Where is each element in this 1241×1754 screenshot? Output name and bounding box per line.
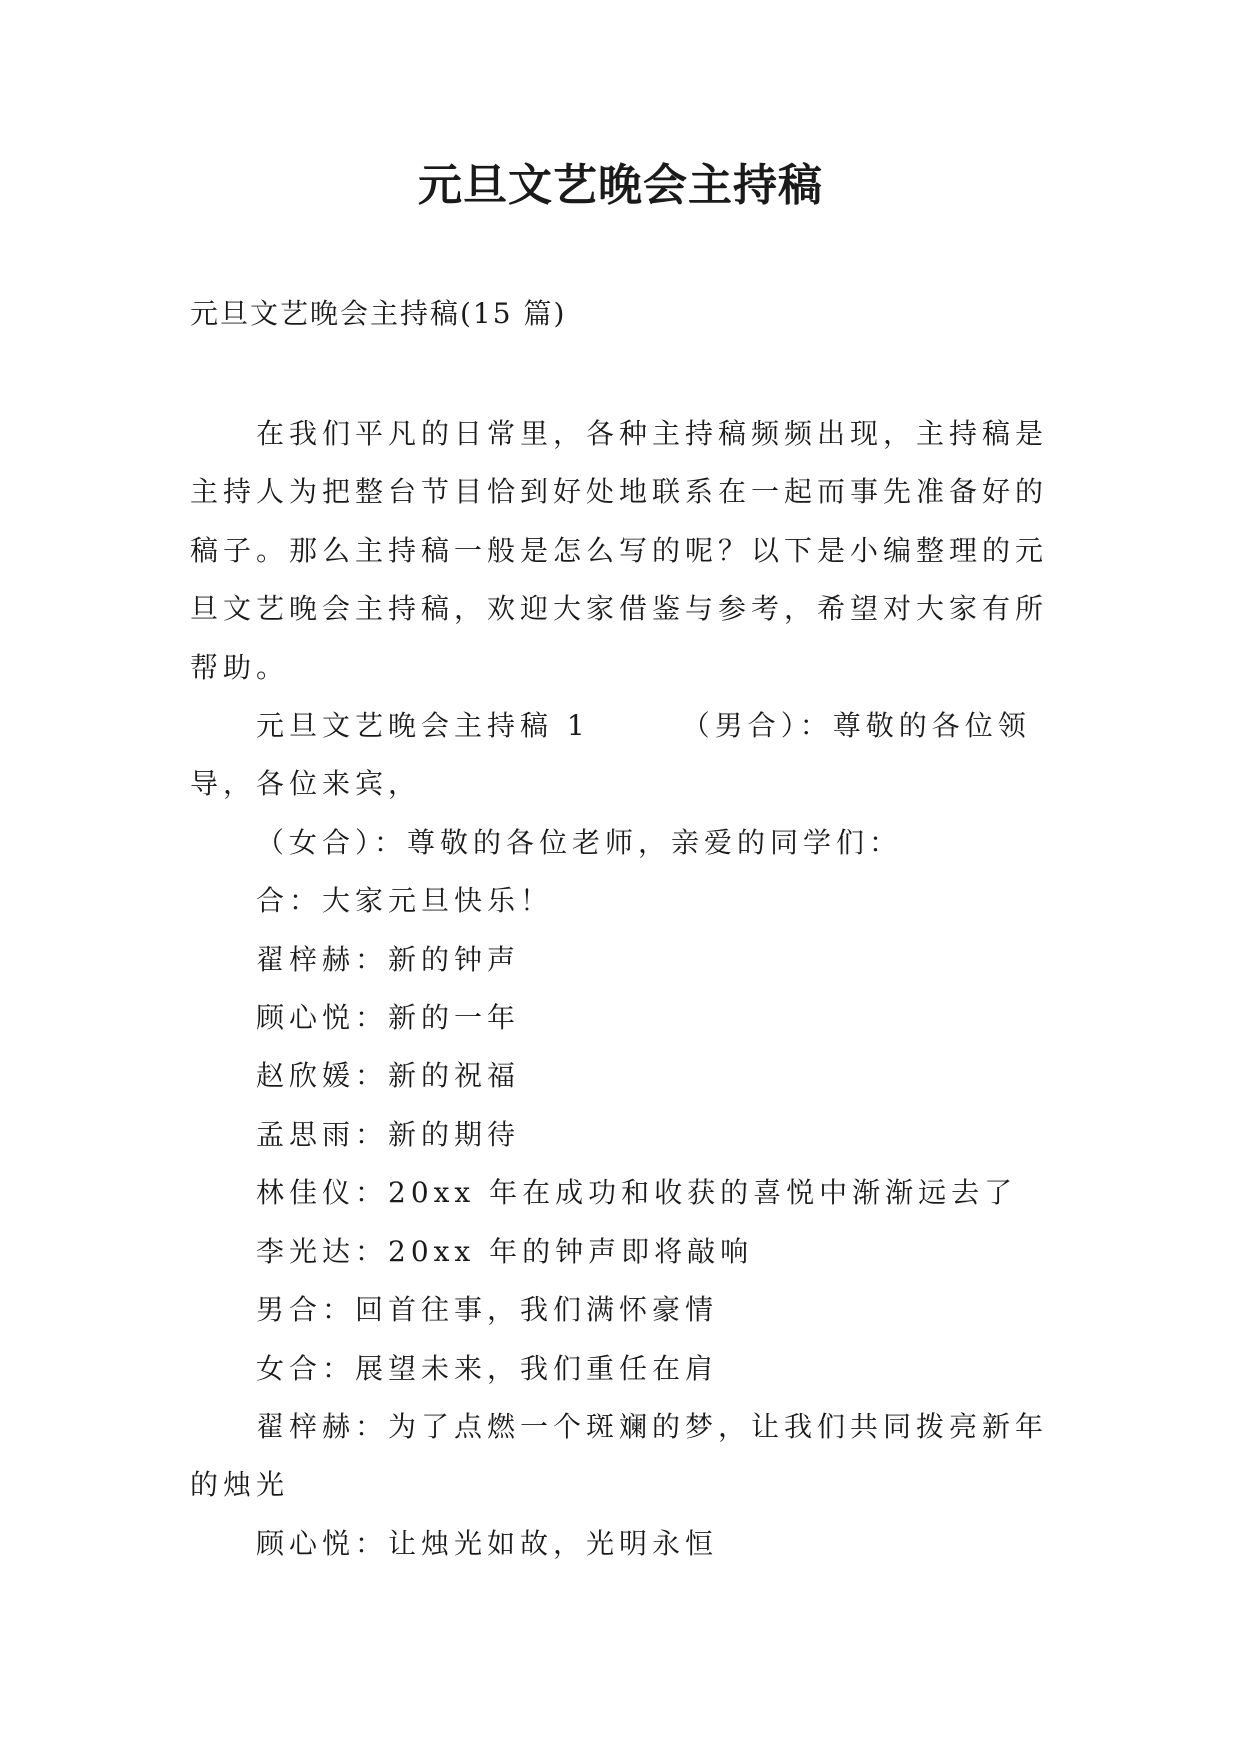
script-line: 女合：展望未来，我们重任在肩 [256, 1351, 719, 1385]
script-line: 翟梓赫：新的钟声 [256, 942, 521, 976]
script-line: 合：大家元旦快乐！ [256, 884, 554, 918]
script-line: （女合）：尊敬的各位老师，亲爱的同学们： [256, 825, 903, 859]
script-line: 林佳仪：20xx 年在成功和收获的喜悦中渐渐远去了 [256, 1176, 1018, 1210]
document-subtitle: 元旦文艺晚会主持稿(15 篇) [190, 297, 567, 330]
script-line: 赵欣媛：新的祝福 [256, 1059, 521, 1093]
script-line: 翟梓赫：为了点燃一个斑斓的梦，让我们共同拨亮新年的烛光 [190, 1409, 1049, 1502]
section-first-line: （男合）：尊敬的各位领导，各位来宾， [190, 709, 1031, 801]
script-line: 孟思雨：新的期待 [256, 1117, 521, 1151]
document-body [190, 405, 1050, 1573]
script-line: 顾心悦：让烛光如故，光明永恒 [256, 1526, 719, 1560]
document-title: 元旦文艺晚会主持稿 [418, 160, 823, 211]
section-heading: 元旦文艺晚会主持稿 1 [256, 709, 590, 743]
script-line: 李光达：20xx 年的钟声即将敲响 [256, 1234, 754, 1268]
intro-paragraph: 在我们平凡的日常里，各种主持稿频频出现，主持稿是主持人为把整台节目恰到好处地联系在一起而事先准备好的稿子。那么主持稿一般是怎么写的呢？以下是小编整理的元旦文艺晚会主持稿，欢迎大家借鉴与参考，希望对大家有所帮助。 [190, 417, 1049, 684]
section-opening-paragraph [190, 697, 1050, 814]
script-line: 男合：回首往事，我们满怀豪情 [256, 1293, 719, 1327]
script-line: 顾心悦：新的一年 [256, 1001, 521, 1035]
